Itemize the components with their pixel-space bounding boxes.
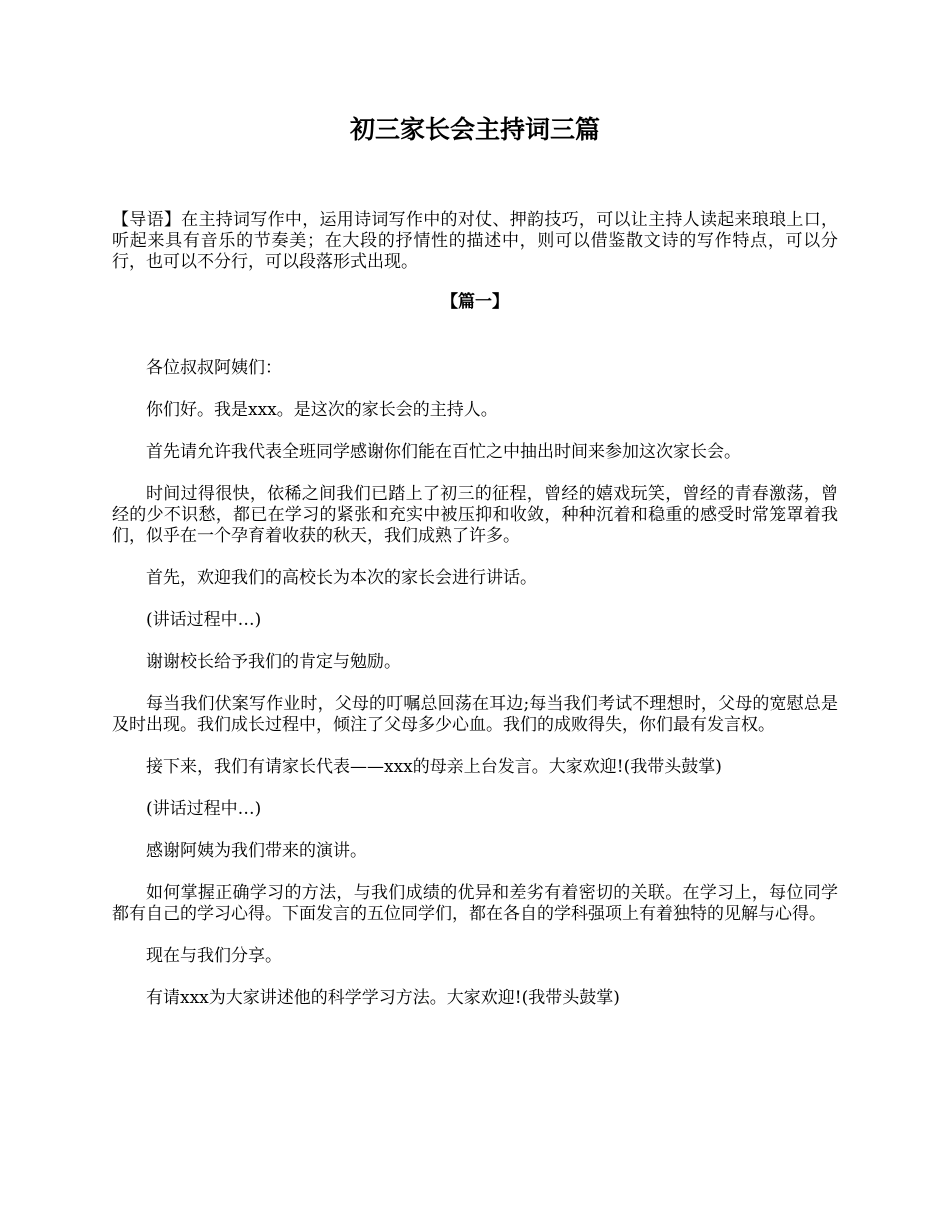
paragraph: (讲话过程中…) — [146, 610, 262, 630]
paragraph: 首先请允许我代表全班同学感谢你们能在百忙之中抽出时间来参加这次家长会。 — [146, 442, 741, 462]
paragraph: 首先，欢迎我们的高校长为本次的家长会进行讲话。 — [146, 568, 537, 588]
paragraph: 每当我们伏案写作业时，父母的叮嘱总回荡在耳边;每当我们考试不理想时，父母的宽慰总是及时出现。我们成长过程中，倾注了父母多少心血。我们的成败得失，你们最有发言权。 — [112, 694, 838, 735]
section-heading: 【篇一】 — [441, 292, 509, 312]
document-body — [112, 210, 838, 1030]
paragraph: 接下来，我们有请家长代表——xxx的母亲上台发言。大家欢迎!(我带头鼓掌) — [146, 757, 722, 777]
paragraph: 你们好。我是xxx。是这次的家长会的主持人。 — [146, 400, 498, 420]
paragraph: (讲话过程中…) — [146, 799, 262, 819]
paragraph-greeting: 各位叔叔阿姨们： — [146, 358, 282, 378]
document-title: 初三家长会主持词三篇 — [349, 115, 600, 144]
paragraph: 感谢阿姨为我们带来的演讲。 — [146, 841, 367, 861]
intro-paragraph: 【导语】在主持词写作中，运用诗词写作中的对仗、押韵技巧，可以让主持人读起来琅琅上口，听起来具有音乐的节奏美；在大段的抒情性的描述中，则可以借鉴散文诗的写作特点，可以分行，也可以不分行，可以段落形式出现。 — [112, 210, 838, 272]
paragraph: 时间过得很快，依稀之间我们已踏上了初三的征程，曾经的嬉戏玩笑，曾经的青春激荡，曾经的少不识愁，都已在学习的紧张和充实中被压抑和收敛，种种沉着和稳重的感受时常笼罩着我们，似乎在一个孕育着收获的秋天，我们成熟了许多。 — [112, 484, 838, 546]
paragraph: 如何掌握正确学习的方法，与我们成绩的优异和差劣有着密切的关联。在学习上，每位同学都有自己的学习心得。下面发言的五位同学们，都在各自的学科强项上有着独特的见解与心得。 — [112, 883, 838, 924]
paragraph: 谢谢校长给予我们的肯定与勉励。 — [146, 652, 401, 672]
paragraph: 现在与我们分享。 — [146, 946, 282, 966]
paragraph: 有请xxx为大家讲述他的科学学习方法。大家欢迎!(我带头鼓掌) — [146, 988, 620, 1008]
